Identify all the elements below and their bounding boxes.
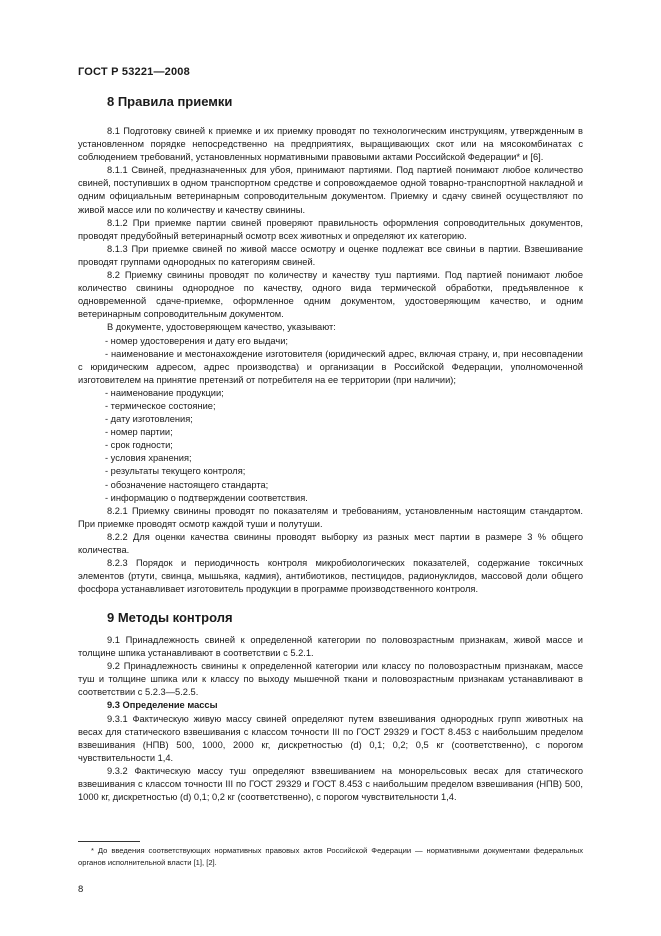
paragraph-9-3-1: 9.3.1 Фактическую живую массу свиней определяют путем взвешивания однородных групп животных на весах для статического взвешивания с классом точности III по ГОСТ 29329 и ГОСТ 8.453 с наибольшим пределом взвешивания (НПВ) 500, 1000, 2000 кг, дискретностью (d) 0,1; 0,2; 0,5 кг (соответственно), с порогом чувствительности 1,4. (78, 713, 583, 763)
paragraph-8-1-2: 8.1.2 При приемке партии свиней проверяют правильность оформления сопроводительных документов, проводят предубойный ветеринарный осмотр всех животных и определяют их категорию. (78, 217, 583, 241)
paragraph-9-1: 9.1 Принадлежность свиней к определенной категории по половозрастным признакам, живой массе и толщине шпика устанавливают в соответствии с 5.2.1. (78, 635, 583, 659)
section-9-body (78, 634, 583, 804)
list-item: - номер удостоверения и дату его выдачи; (105, 335, 289, 346)
list-item: - наименование продукции; (105, 387, 224, 398)
footnote (78, 845, 583, 868)
section-8-title: 8 Правила приемки (107, 94, 233, 109)
subsection-9-3-heading: 9.3 Определение массы (107, 700, 218, 711)
paragraph-9-3-2: 9.3.2 Фактическую массу туш определяют взвешиванием на монорельсовых весах для статического взвешивания с классом точности III по ГОСТ 29329 и ГОСТ 8.453 с наибольшим пределом взвешивания (НПВ) 500, 1000 кг, дискретностью (d) 0,1; 0,2 кг (соответственно), с порогом чувствительности 1,4. (78, 765, 583, 803)
paragraph-8-1: 8.1 Подготовку свиней к приемке и их приемку проводят по технологическим инструкциям, утвержденным в установленном порядке непосредственно на предприятиях, выращивающих скот или на мясокомбинатах с соблюдением требований, установленных нормативными правовыми актами Российской Федерации* и [6]. (78, 126, 583, 163)
paragraph-9-2: 9.2 Принадлежность свинины к определенной категории или классу по половозрастным признакам, массе туш и толщине шпика или к классу по выходу мышечной ткани и половозрастным признакам устанавливают в соответствии с 5.2.3—5.2.5. (78, 661, 583, 698)
footnote-text: * До введения соответствующих нормативных правовых актов Российской Федерации — нормативными документами федеральных органов исполнительной власти [1], [2]. (78, 846, 583, 867)
section-9-title: 9 Методы контроля (107, 610, 233, 625)
section-8-body (78, 125, 583, 596)
paragraph-8-1-3: 8.1.3 При приемке свиней по живой массе осмотру и оценке подлежат все свиньи в партии. Взвешивание проводят группами однородных по категориям свиней. (78, 243, 583, 267)
document-header: ГОСТ Р 53221—2008 (78, 66, 190, 78)
paragraph-8-2-2: 8.2.2 Для оценки качества свинины проводят выборку из разных мест партии в размере 3 % общего количества. (78, 531, 583, 555)
page-number: 8 (78, 884, 84, 895)
paragraph-8-1-1: 8.1.1 Свиней, предназначенных для убоя, принимают партиями. Под партией понимают любое количество свиней, поступивших в одном транспортном средстве и сопровождаемое одной товарно-транспортной накладной и одним официальным ветеринарным сопроводительным документом. Приемку и сдачу свиней осуществляют по живой массе или по количеству и качеству свинины. (78, 165, 583, 215)
paragraph-8-2-3: 8.2.3 Порядок и периодичность контроля микробиологических показателей, содержание токсичных элементов (ртути, свинца, мышьяка, кадмия), антибиотиков, пестицидов, радионуклидов, массовой доли общего фосфора устанавливает изготовитель продукции в программе производственного контроля. (78, 558, 583, 595)
list-item: - условия хранения; (105, 453, 192, 464)
list-item: - дату изготовления; (105, 414, 193, 425)
list-item: - номер партии; (105, 427, 173, 438)
list-item: - термическое состояние; (105, 400, 216, 411)
paragraph-8-2: 8.2 Приемку свинины проводят по количеству и качеству туш партиями. Под партией понимают любое количество свинины однородное по качеству, одного вида термической обработки, предъявленное к одновременной сдаче-приемке, оформленное одним документом, удостоверяющим качество, и одним ветеринарным сопроводительным документом. (78, 270, 583, 320)
list-item: - результаты текущего контроля; (105, 466, 246, 477)
list-item: - наименование и местонахождение изготовителя (юридический адрес, включая страну, и, при несовпадении с юридическим адресом, адрес производства) и организации в Российской Федерации, уполномоченной изготовителем на принятие претензий от потребителя на ее территории (при наличии); (78, 348, 583, 385)
list-item: - срок годности; (105, 440, 173, 451)
list-item: - обозначение настоящего стандарта; (105, 479, 269, 490)
footnote-divider (78, 841, 140, 842)
paragraph-8-2-1: 8.2.1 Приемку свинины проводят по показателям и требованиям, установленным настоящим стандартом. При приемке проводят осмотр каждой туши и полутуши. (78, 505, 583, 529)
list-item: - информацию о подтверждении соответствия. (105, 492, 308, 503)
paragraph-quality-doc-intro: В документе, удостоверяющем качество, указывают: (107, 322, 336, 333)
